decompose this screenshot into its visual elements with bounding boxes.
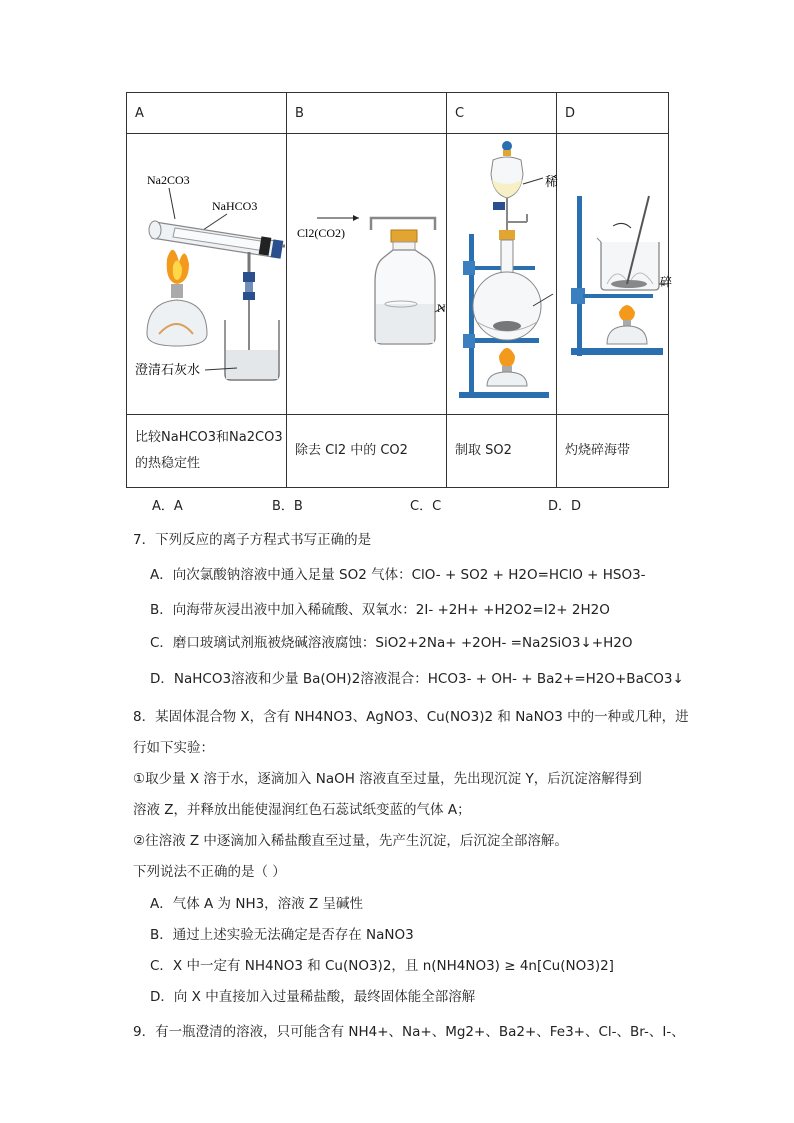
header-b: B (287, 93, 447, 134)
experiment-table (126, 92, 673, 488)
apparatus-b (287, 134, 447, 415)
header-c: C (447, 93, 557, 134)
label-limewater: 澄清石灰水 (135, 363, 201, 378)
q8-stem-line1: 8．某固体混合物 X，含有 NH4NO3、AgNO3、Cu(NO3)2 和 NaNO3 中的一种或几种，进 (133, 709, 689, 725)
desc-a-line1: 比较NaHCO3和Na2CO3 (135, 430, 283, 445)
q8-step1-line1: ①取少量 X 溶于水，逐滴加入 NaOH 溶液直至过量，先出现沉淀 Y，后沉淀溶解得到 (133, 771, 642, 787)
header-d: D (557, 93, 669, 134)
q8-step2: ②往溶液 Z 中逐滴加入稀盐酸直至过量，先产生沉淀，后沉淀全部溶解。 (133, 833, 568, 849)
q8-stem-line2: 行如下实验： (133, 740, 214, 756)
desc-a (127, 415, 287, 488)
label-d-cut: 碎 (660, 275, 673, 289)
label-cl2-co2: Cl2(CO2) (297, 226, 345, 240)
apparatus-d (557, 134, 673, 415)
gas-washing-bottle-figure (287, 134, 446, 414)
crucible-burning-figure (557, 134, 673, 414)
q8-option-d[interactable]: D．向 X 中直接加入过量稀盐酸，最终固体能全部溶解 (150, 989, 476, 1005)
q7-option-d[interactable]: D．NaHCO3溶液和少量 Ba(OH)2溶液混合：HCO3- + OH- + Ba2+=H2O+BaCO3↓ (150, 671, 684, 687)
q7-stem: 7．下列反应的离子方程式书写正确的是 (133, 532, 372, 548)
heating-tubes-figure (127, 134, 286, 414)
choice-c[interactable]: C．C (410, 499, 442, 514)
label-b-cut: N (437, 301, 446, 315)
choice-b[interactable]: B．B (272, 499, 303, 514)
q8-option-c[interactable]: C．X 中一定有 NH4NO3 和 Cu(NO3)2，且 n(NH4NO3) ≥ 4n[Cu(NO3)2] (150, 958, 614, 974)
desc-d: 灼烧碎海带 (557, 415, 669, 488)
apparatus-a (127, 134, 287, 415)
desc-a-line2: 的热稳定性 (135, 456, 201, 471)
q7-option-b[interactable]: B．向海带灰浸出液中加入稀硫酸、双氧水：2I- +2H+ +H2O2=I2+ 2H2O (150, 602, 610, 618)
apparatus-c (447, 134, 557, 415)
q8-option-a[interactable]: A．气体 A 为 NH3，溶液 Z 呈碱性 (150, 896, 364, 912)
choice-a[interactable]: A．A (152, 499, 183, 514)
q8-ask: 下列说法不正确的是（ ） (133, 864, 286, 880)
desc-b: 除去 Cl2 中的 CO2 (287, 415, 447, 488)
choice-d[interactable]: D．D (548, 499, 582, 514)
label-na2co3: Na2CO3 (147, 173, 190, 187)
q7-option-c[interactable]: C．磨口玻璃试剂瓶被烧碱溶液腐蚀：SiO2+2Na+ +2OH- =Na2SiO3↓+H2O (150, 635, 633, 651)
desc-c: 制取 SO2 (447, 415, 557, 488)
so2-generator-figure (447, 134, 559, 414)
label-c-cut: 稀 (545, 175, 559, 190)
label-nahco3: NaHCO3 (212, 199, 258, 213)
q7-option-a[interactable]: A．向次氯酸钠溶液中通入足量 SO2 气体：ClO- + SO2 + H2O=HClO + HSO3- (150, 567, 646, 583)
header-a: A (127, 93, 287, 134)
q9-stem: 9．有一瓶澄清的溶液，只可能含有 NH4+、Na+、Mg2+、Ba2+、Fe3+、Cl-、Br-、I-、 (133, 1024, 685, 1040)
q8-option-b[interactable]: B．通过上述实验无法确定是否存在 NaNO3 (150, 927, 414, 943)
q8-step1-line2: 溶液 Z，并释放出能使湿润红色石蕊试纸变蓝的气体 A； (133, 802, 471, 818)
